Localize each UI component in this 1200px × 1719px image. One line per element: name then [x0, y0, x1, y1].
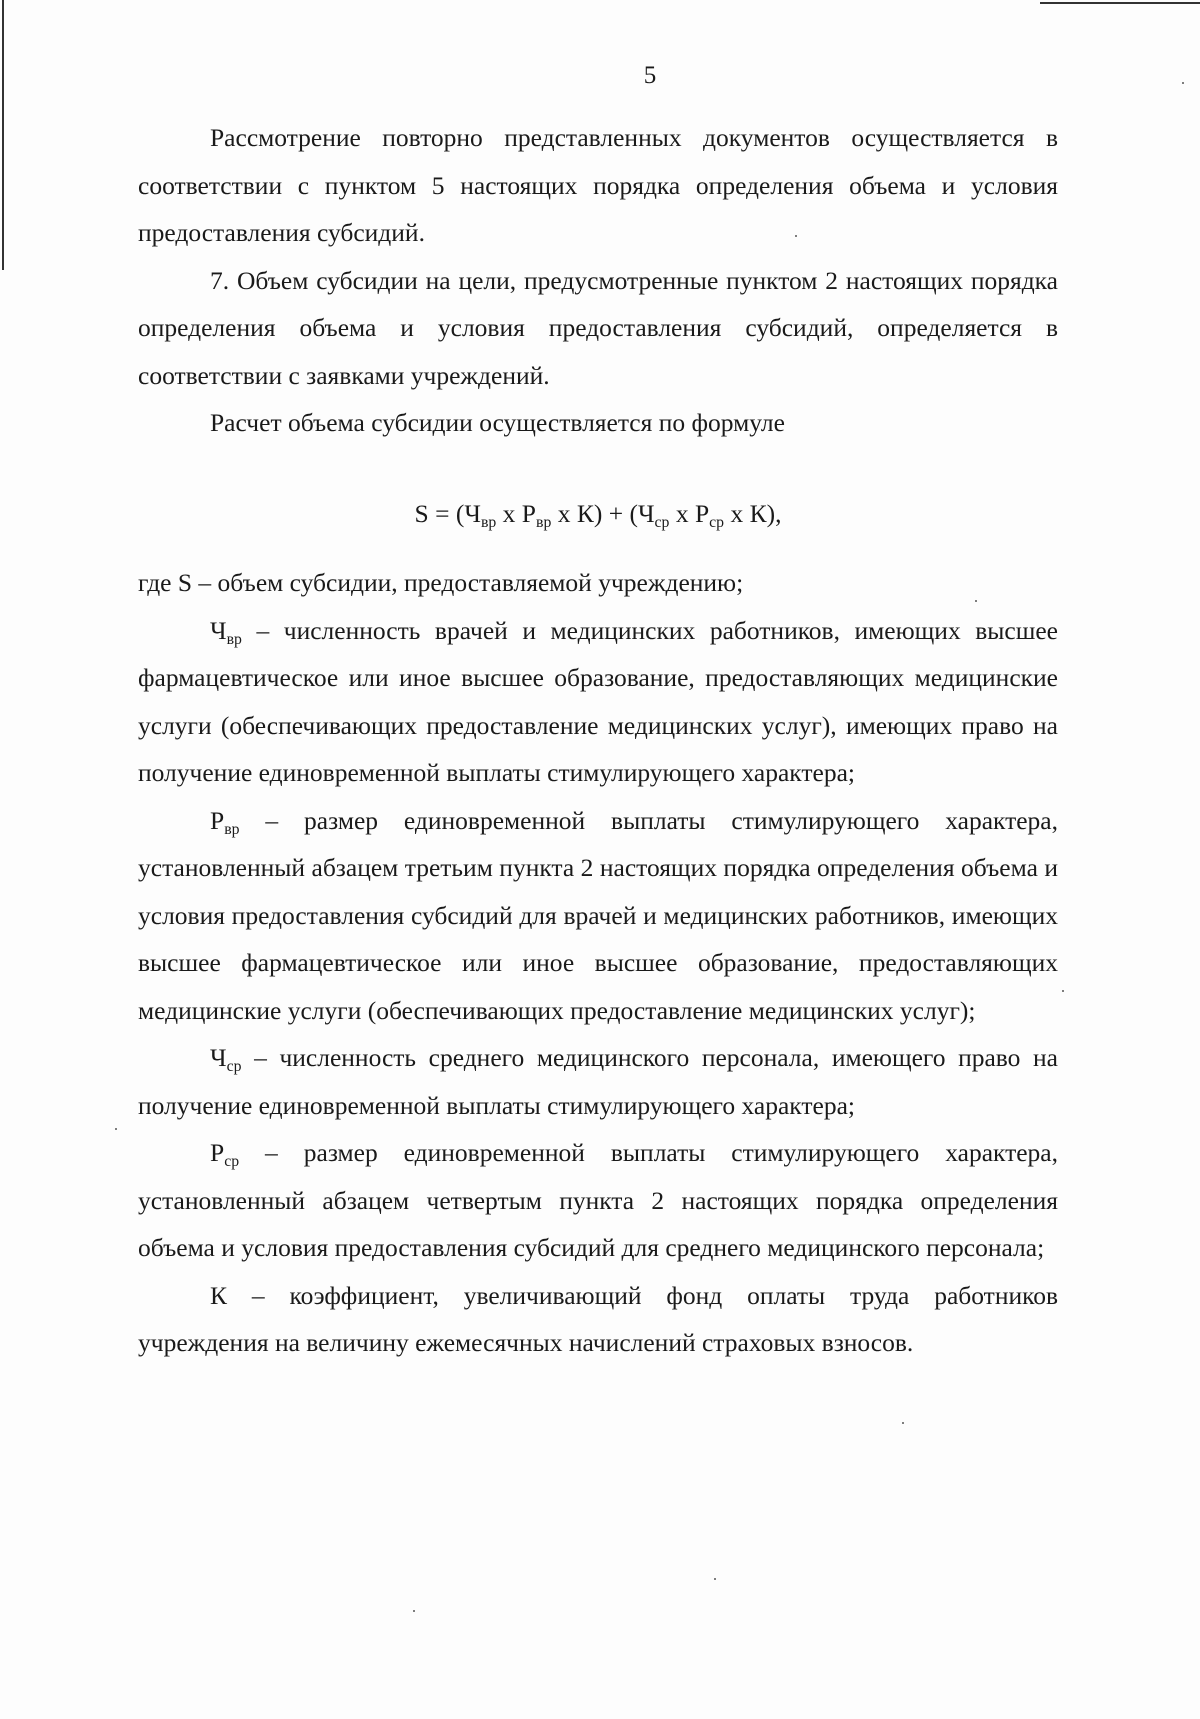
scan-speck — [1062, 990, 1064, 992]
scan-edge-left — [2, 0, 4, 270]
subsidy-formula: $S = (Ч_{вр}$ х $Р_{вр}$ х $К) + (Ч_{ср}$ х $Р_{ср}$ х К), — [414, 499, 782, 532]
scan-speck — [115, 1128, 117, 1130]
document-body — [138, 114, 1058, 447]
formula-block — [138, 490, 1058, 538]
paragraph-resubmission: Рассмотрение повторно представленных документов осуществляется в соответствии с пунктом 5 настоящих порядка определения объема и условия предоставления субсидий. — [138, 123, 1058, 247]
scan-speck — [902, 1422, 904, 1424]
definition-rsr: $Р_{ср}$ – размер единовременной выплаты стимулирующего характера, установленный абзацем четвертым пункта 2 настоящих порядка определения объема и условия предоставления субсидий для среднего медицинского персонала; — [138, 1138, 1058, 1262]
definition-chsr: $Ч_{ср}$ – численность среднего медицинского персонала, имеющего право на получение единовременной выплаты стимулирующего характера; — [138, 1043, 1058, 1120]
scan-edge-top — [1040, 2, 1200, 4]
scan-speck — [413, 1610, 415, 1612]
paragraph-item-7: 7. Объем субсидии на цели, предусмотренные пунктом 2 настоящих порядка определения объема и условия предоставления субсидий, определяется в соответствии с заявками учреждений. — [138, 265, 1058, 390]
definition-chvr: $Ч_{вр}$ – численность врачей и медицинских работников, имеющих высшее фармацевтическое или иное высшее образование, предоставляющих медицинские услуги (обеспечивающих предоставление медицинских услуг), имеющих право на получение единовременной выплаты стимулирующего характера; — [138, 615, 1058, 787]
definition-k: К – коэффициент, увеличивающий фонд оплаты труда работников учреждения на величину ежемесячных начислений страховых взносов. — [138, 1280, 1058, 1357]
paragraph-formula-intro: Расчет объема субсидии осуществляется по формуле — [210, 408, 785, 437]
scan-speck — [714, 1578, 716, 1580]
definition-s: где S – объем субсидии, предоставляемой учреждению; — [138, 568, 744, 597]
definition-rvr: $Р_{вр}$ – размер единовременной выплаты стимулирующего характера, установленный абзацем третьим пункта 2 настоящих порядка определения объема и условия предоставления субсидий для врачей и медицинских работников, имеющих высшее фармацевтическое или иное высшее образование, предоставляющих медицинские услуги (обеспечивающих предоставление медицинских услуг); — [138, 805, 1058, 1025]
page-number: 5 — [643, 62, 657, 89]
definitions-block — [138, 559, 1058, 1367]
